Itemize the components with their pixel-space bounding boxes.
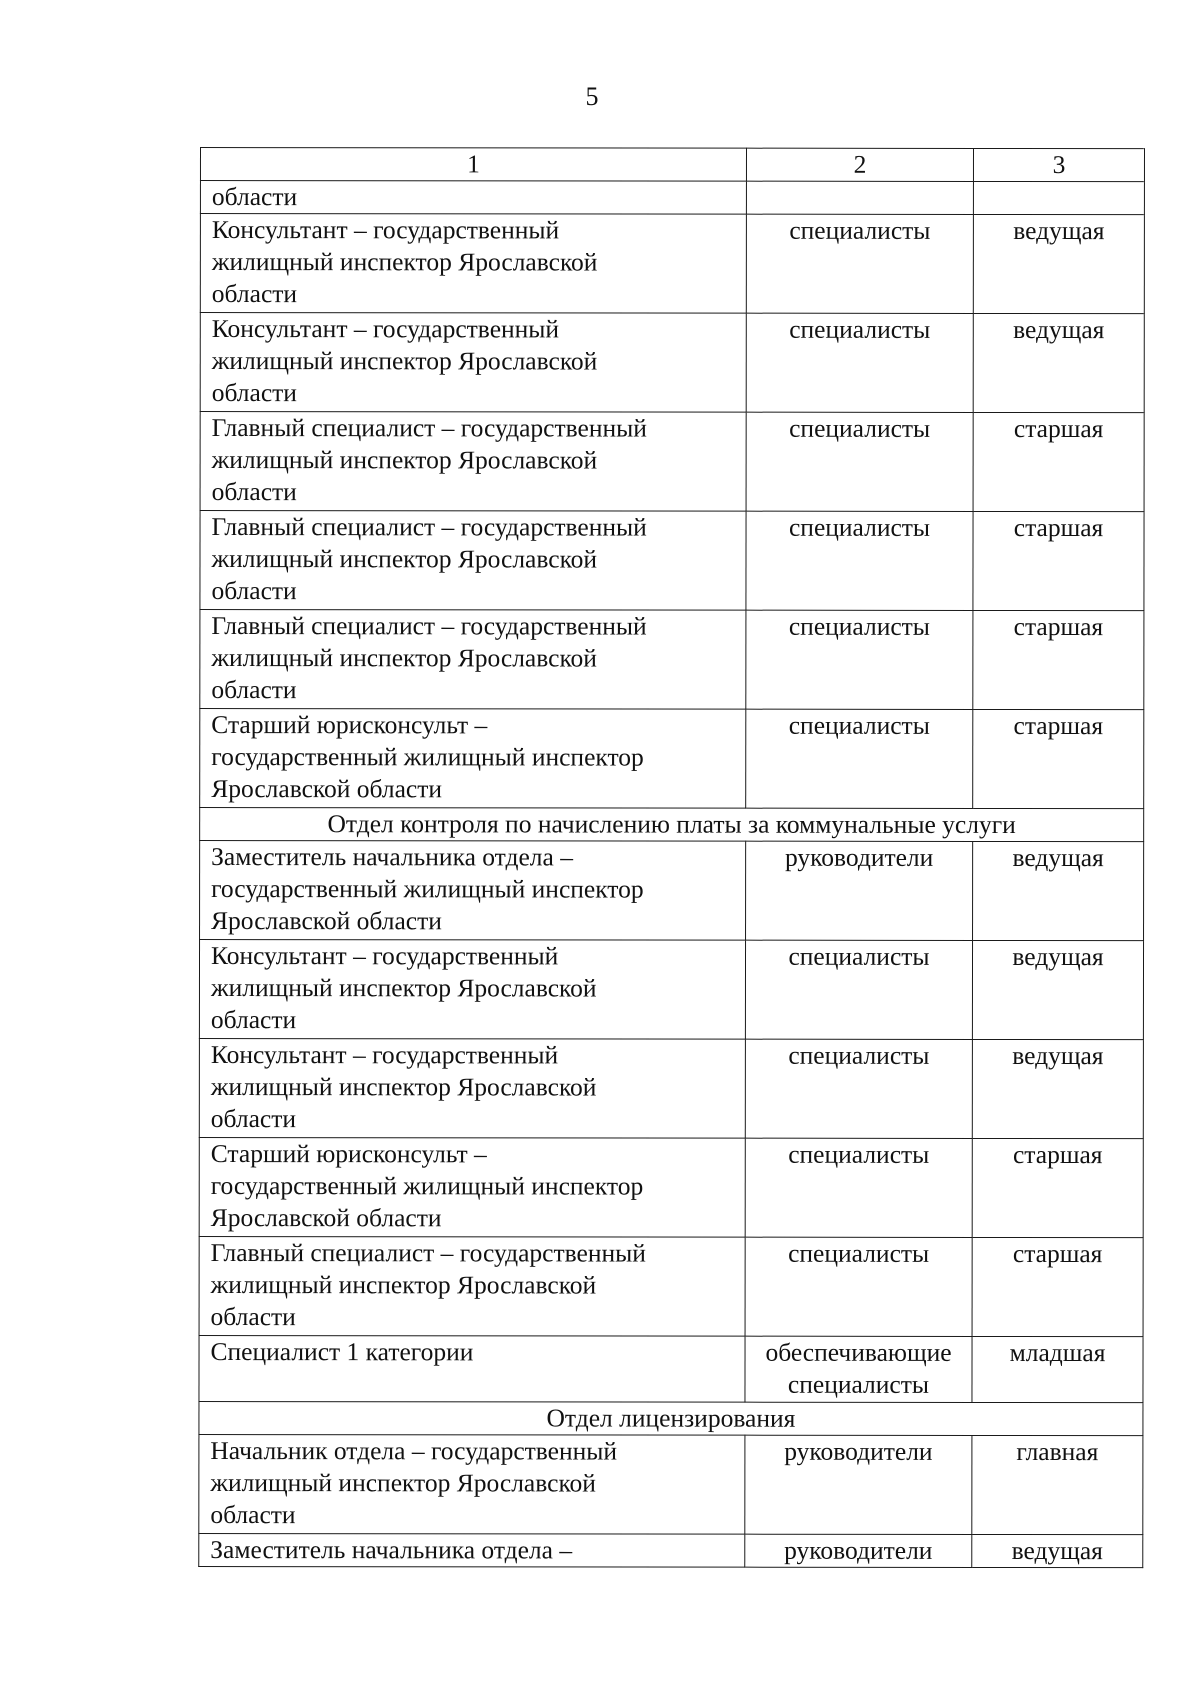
position-title-line: жилищный инспектор Ярославской [210, 1468, 596, 1498]
group-cell [973, 181, 1144, 214]
position-title-line: Консультант – государственный [210, 941, 559, 971]
group-cell: ведущая [973, 313, 1144, 412]
category-cell [746, 841, 973, 940]
group-cell: ведущая [972, 940, 1143, 1039]
position-title-line: Заместитель начальника отдела – [210, 1535, 573, 1565]
table-row [200, 313, 1144, 413]
position-title-line: области [211, 378, 297, 408]
group-cell: старшая [973, 709, 1144, 808]
position-title-line: Специалист 1 категории [210, 1337, 474, 1367]
position-title-cell [200, 313, 746, 413]
position-title-line: Заместитель начальника отдела – [211, 842, 573, 872]
table-row [199, 1236, 1143, 1336]
page-number: 5 [585, 82, 599, 111]
position-title-line: жилищный инспектор Ярославской [210, 1072, 597, 1102]
group-cell: старшая [973, 511, 1144, 610]
position-title-line: Начальник отдела – государственный [210, 1436, 618, 1466]
category-line: специалисты [788, 611, 930, 641]
group-cell: старшая [972, 1138, 1143, 1237]
header-cell-1: 1 [200, 148, 746, 182]
positions-table [198, 147, 1145, 1568]
category-cell [746, 181, 973, 214]
position-title-line: Старший юрисконсульт – [211, 710, 488, 740]
position-title-line: Главный специалист – государственный [211, 611, 647, 641]
position-title-cell [200, 181, 746, 215]
position-title-line: государственный жилищный инспектор [210, 1171, 644, 1201]
table-row [200, 610, 1144, 710]
position-title-cell [199, 940, 745, 1040]
table-row [199, 1039, 1143, 1139]
position-title-line: Главный специалист – государственный [210, 1238, 646, 1268]
position-title-cell [200, 841, 746, 941]
position-title-line: жилищный инспектор Ярославской [210, 973, 597, 1003]
position-title-line: жилищный инспектор Ярославской [211, 445, 598, 475]
position-title-line: области [210, 1500, 296, 1530]
table-row [200, 214, 1144, 314]
position-title-line: области [211, 675, 297, 705]
category-line: специалисты [788, 512, 931, 542]
position-title-line: Консультант – государственный [210, 1040, 559, 1070]
table-body [199, 148, 1145, 1568]
group-cell: ведущая [972, 1039, 1143, 1138]
category-line: руководители [784, 1535, 933, 1565]
group-cell: старшая [973, 610, 1144, 709]
position-title-line: Главный специалист – государственный [211, 512, 647, 542]
position-title-cell [199, 1137, 745, 1237]
category-cell [745, 1138, 972, 1237]
category-line: специалисты [789, 215, 931, 245]
position-title-cell [200, 709, 746, 809]
position-title-line: жилищный инспектор Ярославской [211, 643, 597, 673]
table-row [200, 709, 1144, 809]
category-line: руководители [784, 1436, 933, 1466]
category-cell [745, 1435, 972, 1534]
table-row [200, 412, 1144, 512]
position-title-line: государственный жилищный инспектор [211, 742, 644, 772]
category-line: специалисты [788, 1040, 930, 1070]
position-title-line: области [211, 182, 298, 212]
category-cell [746, 412, 973, 511]
category-line: специалисты [789, 413, 931, 443]
position-title-cell [199, 1335, 745, 1402]
position-title-line: государственный жилищный инспектор [211, 874, 644, 904]
position-title-line: области [210, 1302, 296, 1332]
group-cell: ведущая [972, 1534, 1143, 1567]
position-title-line: Ярославской области [211, 774, 443, 804]
position-title-line: области [210, 1005, 297, 1035]
position-title-line: Старший юрисконсульт – [210, 1139, 487, 1169]
section-title: Отдел лицензирования [199, 1401, 1143, 1435]
table-row [199, 1434, 1143, 1534]
header-cell-2: 2 [746, 148, 973, 181]
category-line: специалисты [788, 1139, 930, 1169]
group-cell: ведущая [973, 214, 1144, 313]
position-title-cell [200, 511, 746, 611]
position-title-line: области [211, 477, 297, 507]
position-title-line: Консультант – государственный [211, 215, 560, 245]
category-cell [746, 511, 973, 610]
position-title-line: области [211, 576, 297, 606]
group-cell: старшая [972, 1237, 1143, 1336]
group-cell: главная [972, 1435, 1143, 1534]
table-header-row [200, 148, 1144, 182]
category-cell [746, 610, 973, 709]
table-row [200, 841, 1144, 941]
header-cell-3: 3 [973, 148, 1144, 181]
position-title-line: области [211, 279, 298, 309]
category-cell [745, 940, 972, 1039]
category-line: специалисты [788, 941, 930, 971]
position-title-cell [199, 1236, 745, 1336]
section-title: Отдел контроля по начислению платы за коммунальные услуги [200, 808, 1144, 842]
position-title-line: жилищный инспектор Ярославской [211, 346, 598, 376]
category-line: специалисты [789, 314, 931, 344]
position-title-line: Главный специалист – государственный [211, 413, 647, 443]
group-cell: ведущая [973, 841, 1144, 940]
group-cell: старшая [973, 412, 1144, 511]
table-row [200, 181, 1144, 215]
position-title-cell [200, 214, 746, 314]
position-title-cell [199, 1434, 745, 1534]
category-cell [745, 1336, 972, 1402]
category-line: руководители [784, 842, 934, 872]
category-line: специалисты [788, 710, 930, 740]
position-title-line: Консультант – государственный [211, 314, 560, 344]
category-cell [745, 1039, 972, 1138]
position-title-cell [200, 610, 746, 710]
position-title-line: Ярославской области [211, 906, 442, 936]
category-line: специалисты [787, 1369, 930, 1399]
group-cell: младшая [972, 1336, 1143, 1402]
section-header-row [199, 1401, 1143, 1435]
category-line: специалисты [788, 1238, 930, 1268]
table-row [199, 1335, 1143, 1402]
position-title-cell [199, 1039, 745, 1139]
category-cell [745, 1534, 972, 1567]
table-row [199, 940, 1143, 1040]
table-row [200, 511, 1144, 611]
position-title-line: жилищный инспектор Ярославской [211, 247, 598, 277]
category-cell [745, 1237, 972, 1336]
category-cell [746, 214, 973, 313]
position-title-line: жилищный инспектор Ярославской [211, 544, 598, 574]
category-cell [746, 709, 973, 808]
category-cell [746, 313, 973, 412]
table-row [199, 1137, 1143, 1237]
position-title-cell [200, 412, 746, 512]
table-row [199, 1533, 1143, 1567]
position-title-cell [199, 1533, 745, 1567]
section-header-row [200, 808, 1144, 842]
position-title-line: жилищный инспектор Ярославской [210, 1270, 597, 1300]
category-line: обеспечивающие [765, 1337, 952, 1367]
position-title-line: области [210, 1104, 297, 1134]
position-title-line: Ярославской области [210, 1203, 442, 1233]
